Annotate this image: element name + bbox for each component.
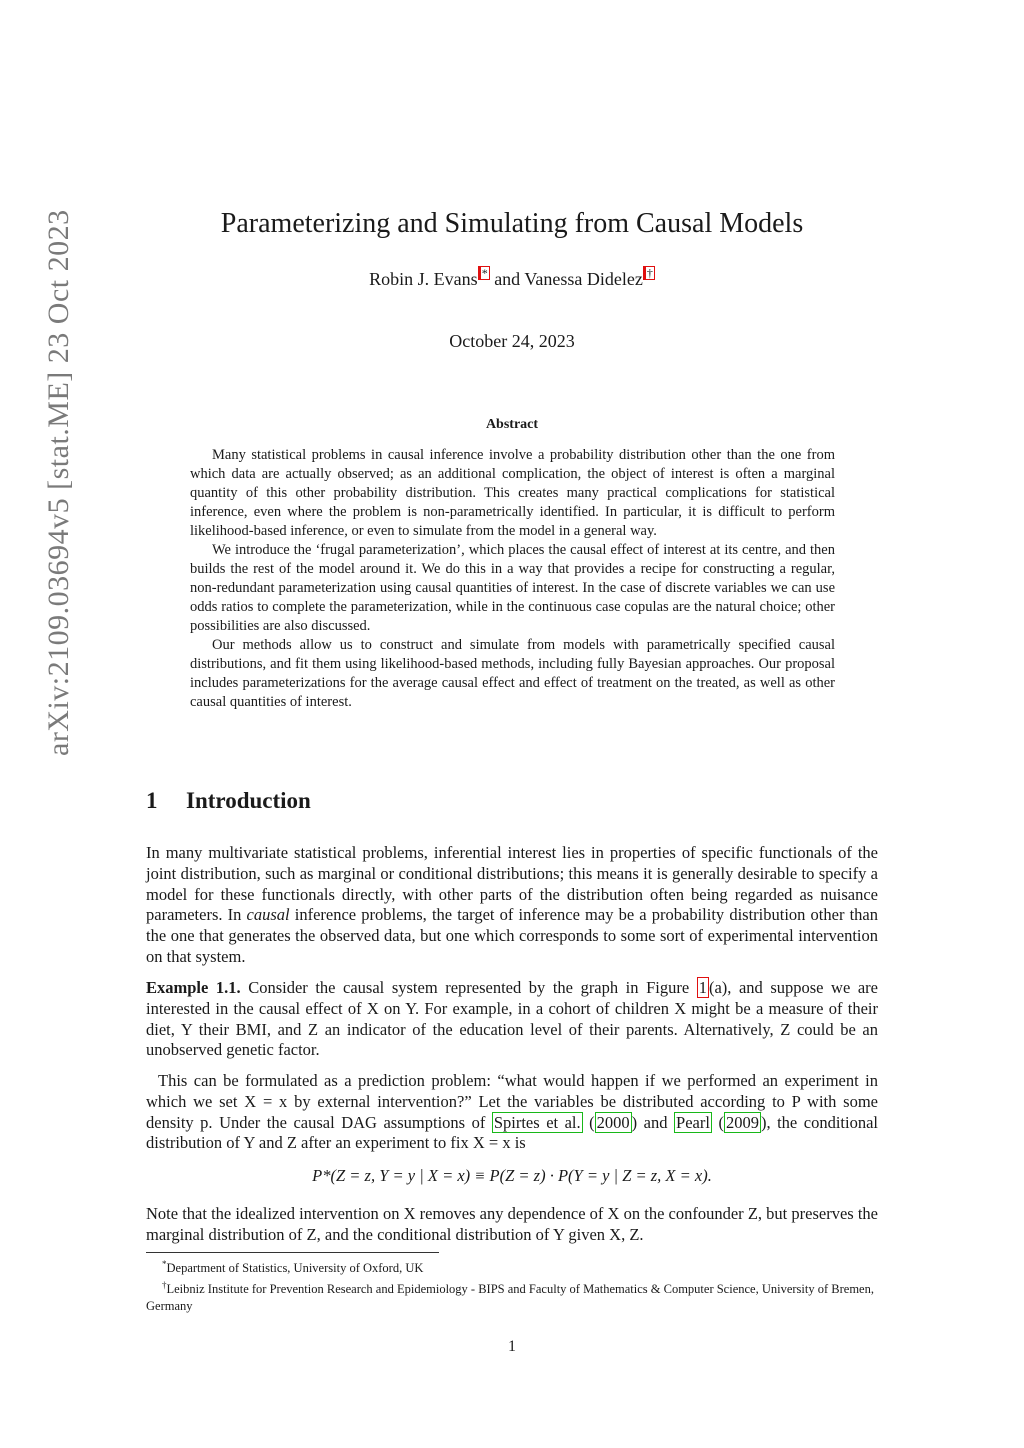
section-heading bbox=[146, 788, 311, 814]
footnote-link-2[interactable]: † bbox=[643, 266, 655, 280]
figure-ref-link[interactable]: 1 bbox=[698, 978, 707, 997]
text-run: , the conditional distribution of Y and Z after an experiment to fix X = x is bbox=[146, 1112, 878, 1153]
example-1-1 bbox=[146, 978, 878, 1061]
section-title: Introduction bbox=[186, 788, 311, 813]
author-connector: and bbox=[494, 269, 521, 289]
abstract-paragraph: We introduce the ‘frugal parameterization’, which places the causal effect of interest at its centre, and then builds the rest of the model around it. We do this in a way that provides a recipe for constructing a regular, non-redundant parameterization using causal quantities of interest. In the case of discrete variables we can use odds ratios to complete the parameterization, while in the continuous case copulas are the natural choice; other possibilities are also discussed. bbox=[190, 542, 835, 634]
author-evans: Robin J. Evans bbox=[369, 269, 478, 289]
text-run: Note that the idealized intervention on X removes any dependence of X on the confounder Z, but preserves the marginal distribution of Z, and the conditional distribution of Y given X, Z. bbox=[146, 1204, 878, 1244]
intro-paragraph-4 bbox=[146, 1204, 878, 1246]
page-number: 1 bbox=[508, 1338, 516, 1355]
text-run: In many multivariate statistical problems, inferential interest lies in properties of specific functionals of the joint distribution, such as marginal or conditional distributions; this means it is generally desirable to specify a model for these functionals directly, with other parts of the distribution often being regarded as nuisance parameters. In bbox=[146, 843, 878, 925]
footnote-text: Department of Statistics, University of Oxford, UK bbox=[166, 1261, 424, 1276]
author-line bbox=[0, 266, 1024, 291]
arxiv-identifier: arXiv:2109.03694v5 [stat.ME] 23 Oct 2023 bbox=[42, 209, 75, 756]
footnote-rule bbox=[146, 1252, 439, 1253]
footnote-mark: * bbox=[162, 1259, 167, 1269]
footnote-2 bbox=[146, 1277, 878, 1315]
text-run: Consider the causal system represented by the graph in Figure bbox=[240, 978, 697, 997]
publication-date: October 24, 2023 bbox=[449, 331, 575, 351]
footnote-text: Leibniz Institute for Prevention Research and Epidemiology - BIPS and Faculty of Mathematics & Computer Science, University of Bremen, Germany bbox=[146, 1282, 874, 1314]
citation-pearl-year-link[interactable]: 2009 bbox=[725, 1112, 759, 1132]
footnotes bbox=[146, 1256, 878, 1315]
citation-pearl-link[interactable]: Pearl bbox=[676, 1112, 710, 1132]
footnote-mark: † bbox=[162, 1280, 167, 1291]
abstract-heading: Abstract bbox=[485, 417, 539, 432]
abstract-paragraph: Many statistical problems in causal inference involve a probability distribution other than the one from which data are actually observed; as an additional complication, the object of interest is often a marginal quantity of this other probability distribution. This creates many practical complications for statistical inference, even where the problem is non-parametrically identified. In particular, it is difficult to perform likelihood-based inference, or even to simulate from the model in a general way. bbox=[190, 447, 835, 539]
paper-title: Parameterizing and Simulating from Causal Models bbox=[220, 208, 804, 239]
section-number: 1 bbox=[146, 788, 158, 813]
author-didelez: Vanessa Didelez bbox=[524, 269, 643, 289]
text-run: inference problems, the target of inference may be a probability distribution other than the one that generates the observed data, but one which corresponds to some sort of experimental intervention on that system. bbox=[146, 905, 878, 966]
emphasis-causal: causal bbox=[246, 905, 290, 925]
citation-spirtes-link[interactable]: Spirtes et al. bbox=[493, 1112, 581, 1132]
text-run: (a), and suppose we are interested in the causal effect of X on Y. For example, in a cohort of children X might be a measure of their diet, Y their BMI, and Z an indicator of the education level of their parents. Alternatively, Z could be an unobserved genetic factor. bbox=[146, 978, 878, 1060]
abstract-body bbox=[190, 446, 835, 712]
footnote-link-1[interactable]: * bbox=[478, 266, 490, 280]
intro-paragraph-1 bbox=[146, 843, 878, 968]
intro-paragraph-3: This can be formulated as a prediction problem: “what would happen if we performed an experiment in which we set X = x by external intervention?” Let the variables be distributed according to P with some density p. Under the causal DAG assumptions of Spirtes et al. ( 2000 ) and Pearl ( 2009 ), the conditional distribution of Y and Z after an experiment to fix X = x is bbox=[146, 1071, 878, 1153]
text-run: This can be formulated as a prediction problem: “what would happen if we performed an experiment in which we set X = x by external intervention?” Let the variables be distributed according to P with some density p. Under the causal DAG assumptions of bbox=[146, 1071, 878, 1132]
display-equation: P*(Z = z, Y = y | X = x) ≡ P(Z = z) · P(Y = y | Z = z, X = x). bbox=[312, 1166, 712, 1185]
text-run: and bbox=[637, 1112, 675, 1132]
footnote-1 bbox=[146, 1256, 878, 1277]
example-label: Example 1.1. bbox=[146, 978, 241, 997]
citation-spirtes-year-link[interactable]: 2000 bbox=[596, 1112, 630, 1132]
abstract-paragraph: Our methods allow us to construct and simulate from models with parametrically specified causal distributions, and fit them using likelihood-based methods, including fully Bayesian approaches. Our proposal includes parameterizations for the average causal effect and effect of treatment on the treated, as well as other causal quantities of interest. bbox=[190, 637, 835, 710]
